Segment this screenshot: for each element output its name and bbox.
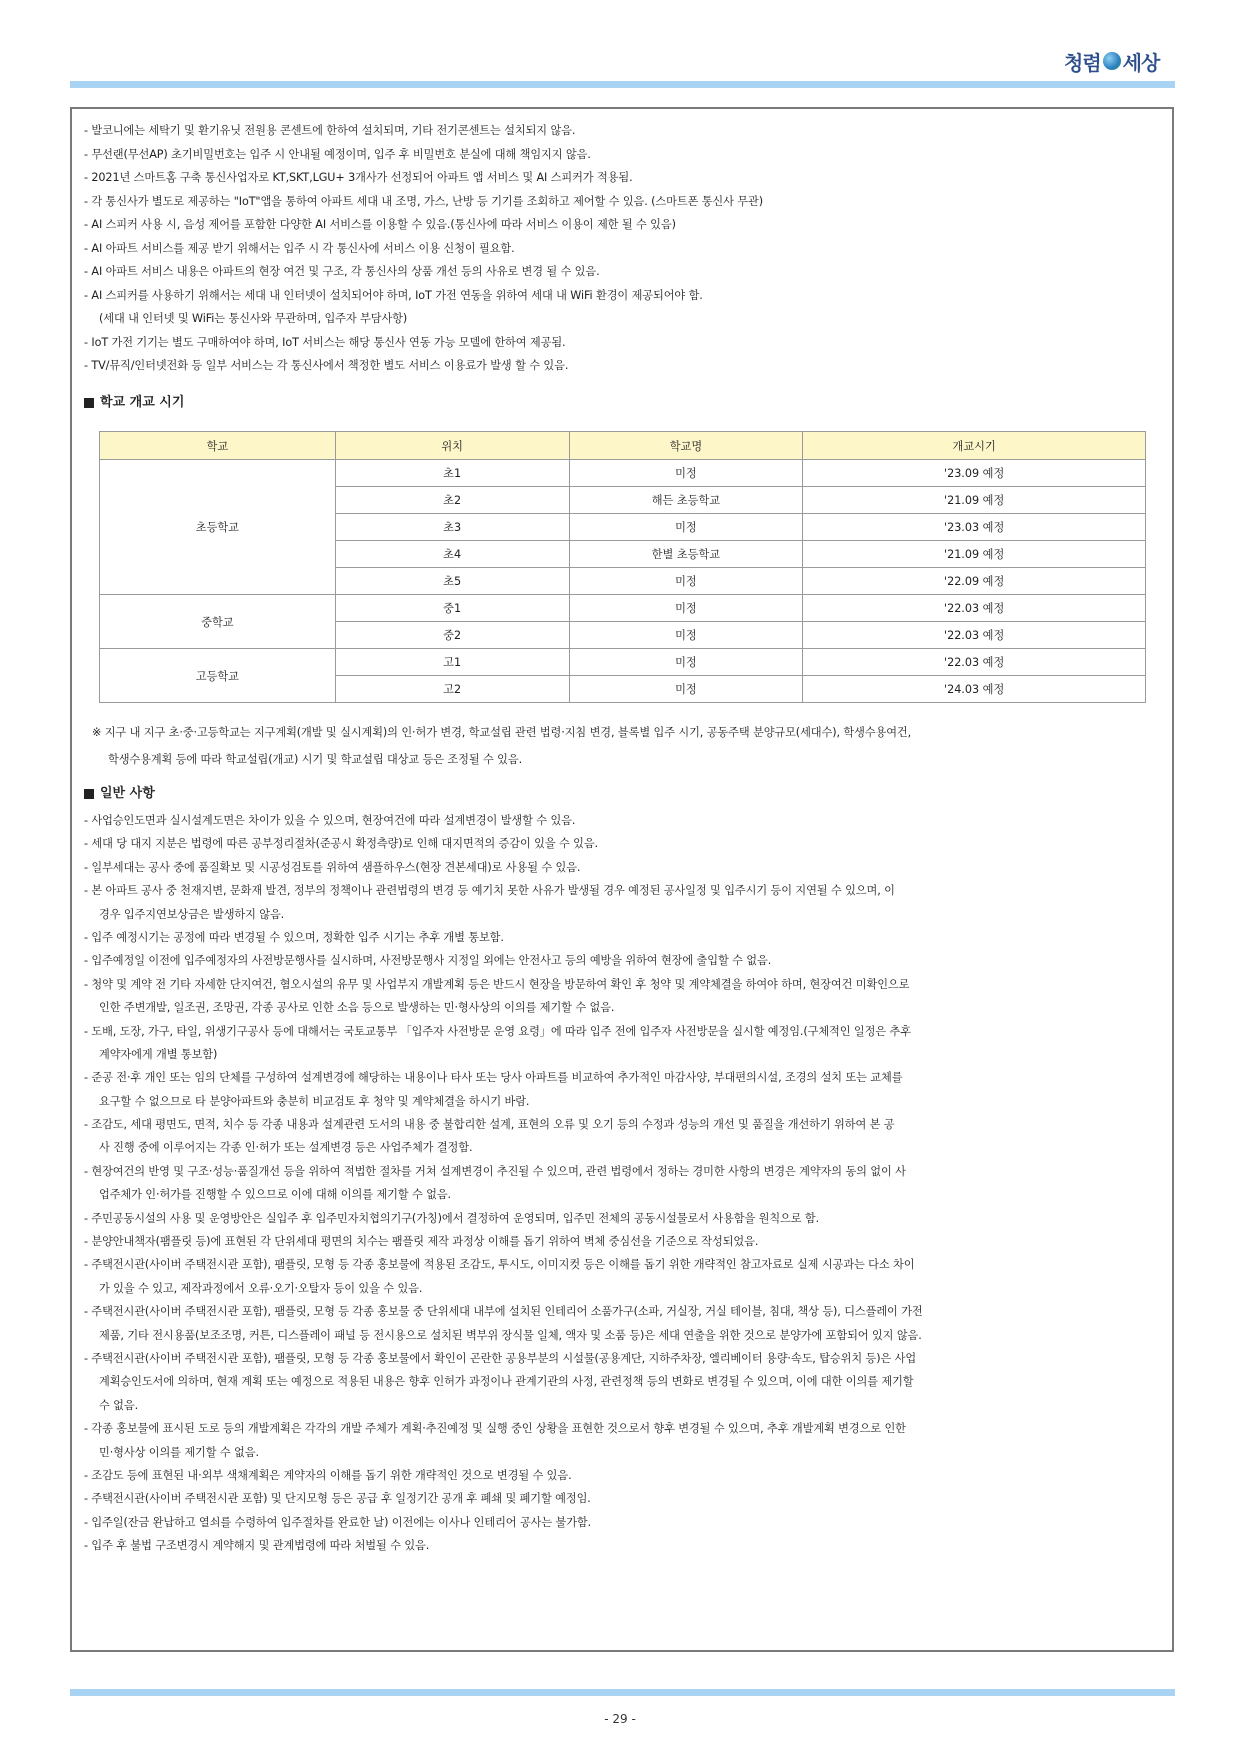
logo-text-part1: 청렴: [1064, 50, 1101, 75]
location-cell: 고2: [335, 676, 569, 703]
general-line: 계약자에게 개별 통보함): [99, 1047, 218, 1061]
general-line: 제품, 기타 전시용품(보조조명, 커튼, 디스플레이 패널 등 전시용으로 설치된 벽부위 장식물 일체, 액자 및 소품 등)은 세대 연출을 위한 것으로 분양가에 포함되어 있지 않음.: [99, 1328, 922, 1342]
open-date-cell: '22.03 예정: [803, 595, 1146, 622]
general-line: - 주택전시관(사이버 주택전시관 포함), 팸플릿, 모형 등 각종 홍보물 중 단위세대 내부에 설치된 인테리어 소품가구(소파, 거실장, 거실 테이블, 침대, 책상 등), 디스플레이 가전: [84, 1305, 923, 1319]
location-cell: 초4: [335, 541, 569, 568]
general-line: - 입주 예정시기는 공정에 따라 변경될 수 있으며, 정확한 입주 시기는 추후 개별 통보함.: [84, 930, 504, 944]
general-line: 인한 주변개발, 일조권, 조망권, 각종 공사로 인한 소음 등으로 발생하는 민·형사상의 이의를 제기할 수 없음.: [99, 1001, 615, 1015]
school-type-cell: 고등학교: [100, 649, 336, 703]
general-line: - 주택전시관(사이버 주택전시관 포함) 및 단지모형 등은 공급 후 일정기간 공개 후 폐쇄 및 폐기할 예정임.: [84, 1492, 591, 1506]
open-date-cell: '22.09 예정: [803, 568, 1146, 595]
location-cell: 고1: [335, 649, 569, 676]
open-date-cell: '23.09 예정: [803, 460, 1146, 487]
general-line: - 일부세대는 공사 중에 품질확보 및 시공성검토를 위하여 샘플하우스(현장 견본세대)로 사용될 수 있음.: [84, 860, 581, 874]
note-line: - 무선랜(무선AP) 초기비밀번호는 입주 시 안내될 예정이며, 입주 후 비밀번호 분실에 대해 책임지지 않음.: [84, 147, 591, 161]
general-line: 수 없음.: [99, 1398, 139, 1412]
table-row: [100, 649, 1146, 676]
general-line: - 분양안내책자(팸플릿 등)에 표현된 각 단위세대 평면의 치수는 팸플릿 제작 과정상 이해를 돕기 위하여 벽체 중심선을 기준으로 작성되었음.: [84, 1235, 759, 1249]
general-line: - 사업승인도면과 실시설계도면은 차이가 있을 수 있으며, 현장여건에 따라 설계변경이 발생할 수 있음.: [84, 814, 576, 827]
header-open-date: 개교시기: [803, 432, 1146, 460]
header-school-name: 학교명: [569, 432, 803, 460]
note-line: - 발코니에는 세탁기 및 환기유닛 전원용 콘센트에 한하여 설치되며, 기타 전기콘센트는 설치되지 않음.: [84, 124, 576, 137]
general-line: 요구할 수 없으므로 타 분양아파트와 충분히 비교검토 후 청약 및 계약체결을 하시기 바람.: [99, 1094, 530, 1108]
note-line: - 각 통신사가 별도로 제공하는 "IoT"앱을 통하여 아파트 세대 내 조명, 가스, 난방 등 기기를 조회하고 제어할 수 있음. (스마트폰 통신사 무관): [84, 194, 763, 208]
general-line: - 각종 홍보물에 표시된 도로 등의 개발계획은 각각의 개발 주체가 계획·추진예정 및 실행 중인 상황을 표현한 것으로서 향후 변경될 수 있으며, 추후 개발계획 변경으로 인한: [84, 1422, 906, 1436]
general-line: - 입주일(잔금 완납하고 열쇠를 수령하여 입주절차를 완료한 날) 이전에는 이사나 인테리어 공사는 불가함.: [84, 1515, 592, 1529]
note-line: - TV/뮤직/인터넷전화 등 일부 서비스는 각 통신사에서 책정한 별도 서비스 이용료가 발생 할 수 있음.: [84, 359, 569, 372]
general-section: [84, 779, 1162, 1558]
general-section-title: [84, 779, 1162, 809]
location-cell: 중2: [335, 622, 569, 649]
header-rule: [70, 81, 1175, 88]
table-row: [100, 595, 1146, 622]
general-section-title-text: 일반 사항: [100, 786, 155, 801]
general-line: 민·형사상 이의를 제기할 수 없음.: [99, 1445, 259, 1459]
page-number: - 29 -: [604, 1712, 636, 1726]
general-line: - 도배, 도장, 가구, 타일, 위생기구공사 등에 대해서는 국토교통부 「입주자 사전방문 운영 요령」에 따라 입주 전에 입주자 사전방문을 실시할 예정임.(구체적인 일정은 추후: [84, 1024, 911, 1038]
school-name-cell: 미정: [569, 622, 803, 649]
header-location: 위치: [335, 432, 569, 460]
general-line: 사 진행 중에 이루어지는 각종 인·허가 또는 설계변경 등은 사업주체가 결정함.: [99, 1141, 473, 1155]
general-line: - 조감도, 세대 평면도, 면적, 치수 등 각종 내용과 설계관련 도서의 내용 중 불합리한 설계, 표현의 오류 및 오기 등의 수정과 성능의 개선 및 품질을 개선하기 위하여 본 공: [84, 1118, 895, 1132]
open-date-cell: '23.03 예정: [803, 514, 1146, 541]
open-date-cell: '22.03 예정: [803, 622, 1146, 649]
school-name-cell: 한별 초등학교: [569, 541, 803, 568]
note-line: - AI 아파트 서비스를 제공 받기 위해서는 입주 시 각 통신사에 서비스 이용 신청이 필요함.: [84, 241, 515, 255]
note-line: - AI 스피커 사용 시, 음성 제어를 포함한 다양한 AI 서비스를 이용할 수 있음.(통신사에 따라 서비스 이용이 제한 될 수 있음): [84, 218, 676, 231]
location-cell: 중1: [335, 595, 569, 622]
open-date-cell: '21.09 예정: [803, 487, 1146, 514]
note-line: - AI 스피커를 사용하기 위해서는 세대 내 인터넷이 설치되어야 하며, IoT 가전 연동을 위하여 세대 내 WiFi 환경이 제공되어야 함.: [84, 288, 703, 302]
note-line: ※ 지구 내 지구 초·중·고등학교는 지구계획(개발 및 실시계획)의 인·허가 변경, 학교설립 관련 법령·지침 변경, 블록별 입주 시기, 공동주택 분양규모(세대수), 학생수용여건,: [92, 726, 912, 739]
open-date-cell: '21.09 예정: [803, 541, 1146, 568]
content-frame: [70, 107, 1174, 1652]
intro-notes: [84, 119, 1160, 418]
school-table-note: [92, 719, 911, 773]
general-line: - 주택전시관(사이버 주택전시관 포함), 팸플릿, 모형 등 각종 홍보물에서 확인이 곤란한 공용부분의 시설물(공용계단, 지하주차장, 엘리베이터 용량·속도, 탑승위치 등)은 사업: [84, 1351, 917, 1365]
header-school: 학교: [100, 432, 336, 460]
school-name-cell: 미정: [569, 676, 803, 703]
note-line: (세대 내 인터넷 및 WiFi는 통신사와 무관하며, 입주자 부담사항): [99, 312, 408, 325]
square-bullet-icon: [84, 398, 94, 408]
general-line: - 입주 후 불법 구조변경시 계약해지 및 관계법령에 따라 처벌될 수 있음.: [84, 1539, 430, 1553]
square-bullet-icon: [84, 789, 94, 799]
note-line: - AI 아파트 서비스 내용은 아파트의 현장 여건 및 구조, 각 통신사의 상품 개선 등의 사유로 변경 될 수 있음.: [84, 265, 600, 278]
general-line: - 준공 전·후 개인 또는 임의 단체를 구성하여 설계변경에 해당하는 내용이나 타사 또는 당사 아파트를 비교하여 추가적인 마감사양, 부대편의시설, 조경의 설치 또는 교체를: [84, 1071, 903, 1085]
general-line: 경우 입주지연보상금은 발생하지 않음.: [99, 907, 285, 921]
school-name-cell: 미정: [569, 649, 803, 676]
general-line: 계획승인도서에 의하며, 현재 계획 또는 예정으로 적용된 내용은 향후 인허가 과정이나 관계기관의 사정, 관련정책 등의 변화로 변경될 수 있으며, 이에 대한 이의를 제기할: [99, 1375, 914, 1389]
table-header-row: [100, 432, 1146, 460]
open-date-cell: '24.03 예정: [803, 676, 1146, 703]
school-name-cell: 미정: [569, 568, 803, 595]
general-line: - 본 아파트 공사 중 천재지변, 문화재 발견, 정부의 정책이나 관련법령의 변경 등 예기치 못한 사유가 발생될 경우 예정된 공사일정 및 입주시기 등이 지연될 수 있으며, 이: [84, 884, 895, 898]
school-section-title: [84, 388, 1160, 418]
location-cell: 초3: [335, 514, 569, 541]
school-type-cell: 초등학교: [100, 460, 336, 595]
general-line: 업주체가 인·허가를 진행할 수 있으므로 이에 대해 이의를 제기할 수 없음.: [99, 1188, 451, 1202]
school-section-title-text: 학교 개교 시기: [100, 394, 185, 410]
location-cell: 초5: [335, 568, 569, 595]
general-line: - 주민공동시설의 사용 및 운영방안은 실입주 후 입주민자치협의기구(가칭)에서 결정하여 운영되며, 입주민 전체의 공동시설물로서 사용함을 원칙으로 함.: [84, 1211, 820, 1225]
school-type-cell: 중학교: [100, 595, 336, 649]
note-line: - 2021년 스마트홈 구축 통신사업자로 KT,SKT,LGU+ 3개사가 선정되어 아파트 앱 서비스 및 AI 스피커가 적용됨.: [84, 171, 633, 184]
school-name-cell: 미정: [569, 595, 803, 622]
logo-text-part2: 세상: [1122, 50, 1160, 75]
school-schedule-table: [99, 431, 1146, 703]
general-line: 가 있을 수 있고, 제작과정에서 오류·오기·오탈자 등이 있을 수 있음.: [99, 1281, 423, 1295]
general-line: - 세대 당 대지 지분은 법령에 따른 공부정리절차(준공시 확정측량)로 인해 대지면적의 증감이 있을 수 있음.: [84, 837, 599, 851]
globe-icon: [1103, 52, 1121, 70]
open-date-cell: '22.03 예정: [803, 649, 1146, 676]
general-line: - 청약 및 계약 전 기타 자세한 단지여건, 혐오시설의 유무 및 사업부지 개발계획 등은 반드시 현장을 방문하여 확인 후 청약 및 계약체결을 하여야 하며, 현장여건 미확인으로: [84, 977, 910, 991]
general-line: - 조감도 등에 표현된 내·외부 색채계획은 계약자의 이해를 돕기 위한 개략적인 것으로 변경될 수 있음.: [84, 1468, 572, 1482]
footer-rule: [70, 1689, 1175, 1696]
general-line: - 입주예정일 이전에 입주예정자의 사전방문행사를 실시하며, 사전방문행사 지정일 외에는 안전사고 등의 예방을 위하여 현장에 출입할 수 없음.: [84, 954, 772, 968]
note-line: - IoT 가전 기기는 별도 구매하여야 하며, IoT 서비스는 해당 통신사 연동 가능 모델에 한하여 제공됨.: [84, 335, 566, 349]
school-name-cell: 미정: [569, 514, 803, 541]
location-cell: 초2: [335, 487, 569, 514]
general-line: - 주택전시관(사이버 주택전시관 포함), 팸플릿, 모형 등 각종 홍보물에 적용된 조감도, 투시도, 이미지컷 등은 이해를 돕기 위한 개략적인 참고자료로 실제 시공과는 다소 차이: [84, 1258, 915, 1272]
note-line: 학생수용계획 등에 따라 학교설립(개교) 시기 및 학교설립 대상교 등은 조정될 수 있음.: [108, 753, 523, 766]
table-row: [100, 460, 1146, 487]
general-line: - 현장여건의 반영 및 구조·성능·품질개선 등을 위하여 적법한 절차를 거쳐 설계변경이 추진될 수 있으며, 관련 법령에서 정하는 경미한 사항의 변경은 계약자의 동의 없이 사: [84, 1164, 906, 1178]
location-cell: 초1: [335, 460, 569, 487]
school-name-cell: 해든 초등학교: [569, 487, 803, 514]
school-name-cell: 미정: [569, 460, 803, 487]
brand-logo: [1064, 46, 1174, 76]
